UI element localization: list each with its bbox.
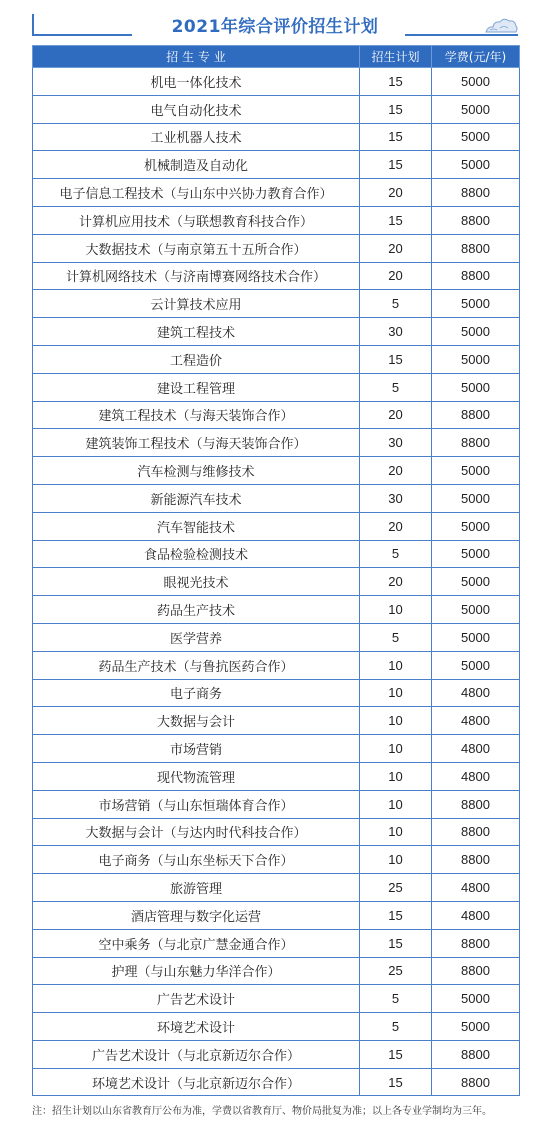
major-cell: 环境艺术设计 xyxy=(33,1013,360,1041)
table-row xyxy=(33,179,520,207)
quota-cell: 15 xyxy=(360,929,432,957)
fee-cell: 4800 xyxy=(432,735,520,763)
page-header xyxy=(0,0,550,44)
quota-cell: 5 xyxy=(360,1013,432,1041)
quota-cell: 15 xyxy=(360,68,432,96)
major-cell: 建设工程管理 xyxy=(33,373,360,401)
quota-cell: 10 xyxy=(360,818,432,846)
fee-cell: 5000 xyxy=(432,290,520,318)
fee-cell: 5000 xyxy=(432,1013,520,1041)
table-row xyxy=(33,818,520,846)
fee-cell: 8800 xyxy=(432,790,520,818)
fee-cell: 4800 xyxy=(432,901,520,929)
major-cell: 广告艺术设计 xyxy=(33,985,360,1013)
table-row xyxy=(33,1068,520,1096)
footnote: 注：招生计划以山东省教育厅公布为准，学费以省教育厅、物价局批复为准；以上各专业学制均为三年。 xyxy=(32,1106,492,1117)
table-row xyxy=(33,568,520,596)
table-row xyxy=(33,651,520,679)
quota-cell: 5 xyxy=(360,373,432,401)
table-row xyxy=(33,735,520,763)
quota-cell: 10 xyxy=(360,651,432,679)
table-body xyxy=(33,68,520,1096)
page-title: 2021年综合评价招生计划 xyxy=(171,17,379,37)
fee-cell: 8800 xyxy=(432,206,520,234)
table-row xyxy=(33,429,520,457)
major-cell: 眼视光技术 xyxy=(33,568,360,596)
table-row xyxy=(33,457,520,485)
table-row xyxy=(33,345,520,373)
major-cell: 医学营养 xyxy=(33,623,360,651)
major-cell: 药品生产技术 xyxy=(33,596,360,624)
major-cell: 护理（与山东魅力华洋合作） xyxy=(33,957,360,985)
fee-cell: 8800 xyxy=(432,429,520,457)
fee-cell: 4800 xyxy=(432,679,520,707)
major-cell: 市场营销（与山东恒瑞体育合作） xyxy=(33,790,360,818)
table-row xyxy=(33,484,520,512)
fee-cell: 5000 xyxy=(432,95,520,123)
quota-cell: 5 xyxy=(360,623,432,651)
quota-cell: 15 xyxy=(360,1068,432,1096)
fee-cell: 5000 xyxy=(432,457,520,485)
quota-cell: 10 xyxy=(360,790,432,818)
major-cell: 建筑装饰工程技术（与海天装饰合作） xyxy=(33,429,360,457)
quota-cell: 15 xyxy=(360,345,432,373)
fee-cell: 5000 xyxy=(432,318,520,346)
table-row xyxy=(33,401,520,429)
quota-cell: 30 xyxy=(360,318,432,346)
major-cell: 汽车检测与维修技术 xyxy=(33,457,360,485)
table-row xyxy=(33,68,520,96)
table-row xyxy=(33,957,520,985)
major-cell: 工业机器人技术 xyxy=(33,123,360,151)
table-row xyxy=(33,290,520,318)
quota-cell: 15 xyxy=(360,206,432,234)
table-row xyxy=(33,1040,520,1068)
fee-cell: 8800 xyxy=(432,262,520,290)
table-row xyxy=(33,929,520,957)
fee-cell: 8800 xyxy=(432,1040,520,1068)
quota-cell: 30 xyxy=(360,429,432,457)
header-quota: 招生计划 xyxy=(360,46,432,68)
quota-cell: 25 xyxy=(360,957,432,985)
major-cell: 广告艺术设计（与北京新迈尔合作） xyxy=(33,1040,360,1068)
major-cell: 食品检验检测技术 xyxy=(33,540,360,568)
major-cell: 空中乘务（与北京广慧金通合作） xyxy=(33,929,360,957)
quota-cell: 5 xyxy=(360,540,432,568)
table-row xyxy=(33,762,520,790)
quota-cell: 15 xyxy=(360,901,432,929)
title-right-rule xyxy=(405,34,518,36)
fee-cell: 4800 xyxy=(432,707,520,735)
fee-cell: 8800 xyxy=(432,401,520,429)
quota-cell: 20 xyxy=(360,234,432,262)
table-row xyxy=(33,373,520,401)
major-cell: 汽车智能技术 xyxy=(33,512,360,540)
major-cell: 酒店管理与数字化运营 xyxy=(33,901,360,929)
quota-cell: 10 xyxy=(360,735,432,763)
quota-cell: 10 xyxy=(360,679,432,707)
table-row xyxy=(33,95,520,123)
table-row xyxy=(33,540,520,568)
fee-cell: 8800 xyxy=(432,179,520,207)
quota-cell: 15 xyxy=(360,95,432,123)
fee-cell: 8800 xyxy=(432,957,520,985)
fee-cell: 8800 xyxy=(432,846,520,874)
table-row xyxy=(33,901,520,929)
quota-cell: 20 xyxy=(360,512,432,540)
major-cell: 市场营销 xyxy=(33,735,360,763)
major-cell: 药品生产技术（与鲁抗医药合作） xyxy=(33,651,360,679)
major-cell: 机电一体化技术 xyxy=(33,68,360,96)
fee-cell: 5000 xyxy=(432,151,520,179)
fee-cell: 5000 xyxy=(432,540,520,568)
quota-cell: 25 xyxy=(360,874,432,902)
table-row xyxy=(33,707,520,735)
major-cell: 新能源汽车技术 xyxy=(33,484,360,512)
table-row xyxy=(33,874,520,902)
major-cell: 大数据与会计 xyxy=(33,707,360,735)
major-cell: 电气自动化技术 xyxy=(33,95,360,123)
major-cell: 大数据技术（与南京第五十五所合作） xyxy=(33,234,360,262)
header-fee: 学费(元/年) xyxy=(432,46,520,68)
fee-cell: 5000 xyxy=(432,985,520,1013)
quota-cell: 20 xyxy=(360,568,432,596)
table-row xyxy=(33,679,520,707)
quota-cell: 20 xyxy=(360,401,432,429)
major-cell: 电子商务 xyxy=(33,679,360,707)
quota-cell: 5 xyxy=(360,985,432,1013)
fee-cell: 5000 xyxy=(432,512,520,540)
quota-cell: 15 xyxy=(360,1040,432,1068)
table-row xyxy=(33,623,520,651)
quota-cell: 20 xyxy=(360,262,432,290)
quota-cell: 10 xyxy=(360,707,432,735)
table-row xyxy=(33,234,520,262)
fee-cell: 5000 xyxy=(432,68,520,96)
table-row xyxy=(33,151,520,179)
quota-cell: 15 xyxy=(360,151,432,179)
fee-cell: 8800 xyxy=(432,818,520,846)
header-major: 招 生 专 业 xyxy=(33,46,360,68)
table-row xyxy=(33,596,520,624)
fee-cell: 5000 xyxy=(432,568,520,596)
fee-cell: 5000 xyxy=(432,596,520,624)
quota-cell: 15 xyxy=(360,123,432,151)
fee-cell: 5000 xyxy=(432,373,520,401)
table-row xyxy=(33,790,520,818)
major-cell: 机械制造及自动化 xyxy=(33,151,360,179)
table-header-row xyxy=(33,46,520,68)
table-row xyxy=(33,206,520,234)
table-row xyxy=(33,318,520,346)
quota-cell: 20 xyxy=(360,179,432,207)
quota-cell: 10 xyxy=(360,762,432,790)
table-row xyxy=(33,846,520,874)
quota-cell: 10 xyxy=(360,846,432,874)
quota-cell: 30 xyxy=(360,484,432,512)
table-row xyxy=(33,985,520,1013)
major-cell: 电子信息工程技术（与山东中兴协力教育合作） xyxy=(33,179,360,207)
major-cell: 云计算技术应用 xyxy=(33,290,360,318)
major-cell: 环境艺术设计（与北京新迈尔合作） xyxy=(33,1068,360,1096)
fee-cell: 5000 xyxy=(432,123,520,151)
table-row xyxy=(33,123,520,151)
table-row xyxy=(33,512,520,540)
quota-cell: 20 xyxy=(360,457,432,485)
major-cell: 旅游管理 xyxy=(33,874,360,902)
cloud-icon xyxy=(484,16,518,34)
fee-cell: 5000 xyxy=(432,651,520,679)
major-cell: 建筑工程技术 xyxy=(33,318,360,346)
enrollment-plan-table xyxy=(32,45,520,1096)
fee-cell: 5000 xyxy=(432,623,520,651)
quota-cell: 10 xyxy=(360,596,432,624)
fee-cell: 8800 xyxy=(432,234,520,262)
fee-cell: 5000 xyxy=(432,484,520,512)
table-row xyxy=(33,1013,520,1041)
quota-cell: 5 xyxy=(360,290,432,318)
major-cell: 计算机应用技术（与联想教育科技合作） xyxy=(33,206,360,234)
major-cell: 现代物流管理 xyxy=(33,762,360,790)
major-cell: 大数据与会计（与达内时代科技合作） xyxy=(33,818,360,846)
fee-cell: 8800 xyxy=(432,929,520,957)
fee-cell: 8800 xyxy=(432,1068,520,1096)
major-cell: 建筑工程技术（与海天装饰合作） xyxy=(33,401,360,429)
major-cell: 工程造价 xyxy=(33,345,360,373)
table-row xyxy=(33,262,520,290)
fee-cell: 4800 xyxy=(432,874,520,902)
major-cell: 计算机网络技术（与济南博赛网络技术合作） xyxy=(33,262,360,290)
fee-cell: 4800 xyxy=(432,762,520,790)
major-cell: 电子商务（与山东坐标天下合作） xyxy=(33,846,360,874)
fee-cell: 5000 xyxy=(432,345,520,373)
